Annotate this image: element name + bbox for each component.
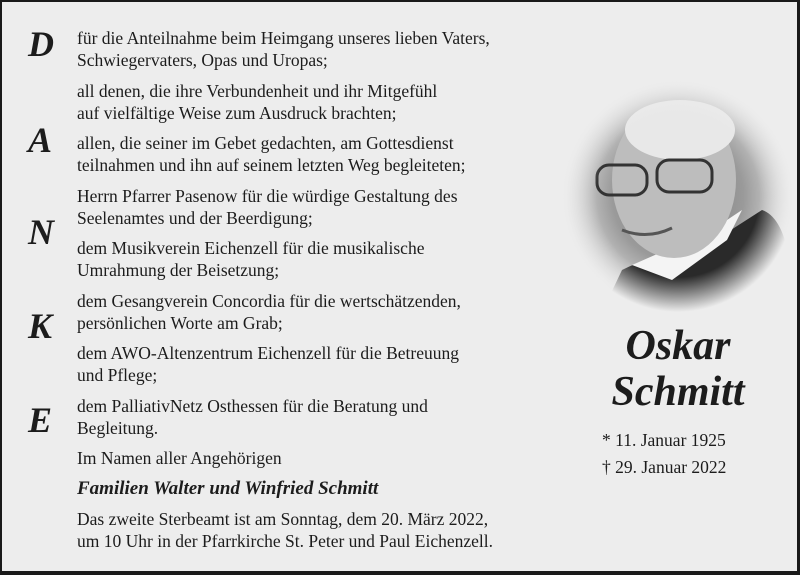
- line: Umrahmung der Beisetzung;: [77, 260, 280, 280]
- deceased-last-name: Schmitt: [611, 369, 745, 415]
- thanks-block: [77, 27, 577, 71]
- notice-card: [2, 2, 797, 571]
- death-date: † 29. Januar 2022: [602, 457, 727, 477]
- family-signature: Familien Walter und Winfried Schmitt: [77, 477, 379, 499]
- thanks-block: [77, 185, 577, 229]
- line: Begleitung.: [77, 417, 159, 438]
- thanks-block: [77, 395, 577, 439]
- portrait-illustration: [562, 80, 794, 312]
- line: dem Musikverein Eichenzell für die musikalische: [77, 238, 425, 258]
- thanks-block: [77, 80, 577, 124]
- line: dem Gesangverein Concordia für die wertschätzenden,: [77, 290, 461, 311]
- line: all denen, die ihre Verbundenheit und ihr Mitgefühl: [77, 80, 438, 101]
- thanks-block: [77, 342, 577, 386]
- line: für die Anteilnahme beim Heimgang unseres lieben Vaters,: [77, 28, 490, 48]
- line: persönlichen Worte am Grab;: [77, 312, 283, 333]
- portrait-photo: [562, 80, 794, 312]
- line: auf vielfältige Weise zum Ausdruck brachten;: [77, 102, 397, 123]
- acrostic-letter: E: [28, 400, 53, 440]
- birth-date: * 11. Januar 1925: [602, 430, 726, 450]
- service-notice: [77, 508, 577, 552]
- line: um 10 Uhr in der Pfarrkirche St. Peter und Paul Eichenzell.: [77, 531, 494, 551]
- thanks-block: [77, 290, 577, 334]
- line: und Pflege;: [77, 365, 158, 385]
- thanks-block: [77, 132, 577, 176]
- closing-line: Im Namen aller Angehörigen: [77, 448, 282, 468]
- line: Herrn Pfarrer Pasenow für die würdige Gestaltung des: [77, 185, 458, 206]
- thanks-block: [77, 237, 577, 281]
- line: teilnahmen und ihn auf seinem letzten Weg begleiteten;: [77, 155, 466, 175]
- acrostic-letter: D: [28, 24, 54, 64]
- thanks-text: [77, 27, 577, 561]
- line: Das zweite Sterbeamt ist am Sonntag, dem 20. März 2022,: [77, 509, 489, 529]
- line: Seelenamtes und der Beerdigung;: [77, 207, 313, 228]
- acrostic-letter: A: [28, 120, 53, 160]
- deceased-first-name: Oskar: [625, 323, 731, 369]
- line: dem PalliativNetz Osthessen für die Beratung und: [77, 395, 428, 416]
- line: Schwiegervaters, Opas und Uropas;: [77, 50, 328, 70]
- line: allen, die seiner im Gebet gedachten, am Gottesdienst: [77, 133, 454, 153]
- acrostic-letter: K: [28, 306, 53, 346]
- line: dem AWO-Altenzentrum Eichenzell für die Betreuung: [77, 343, 460, 363]
- acrostic-letter: N: [28, 212, 54, 252]
